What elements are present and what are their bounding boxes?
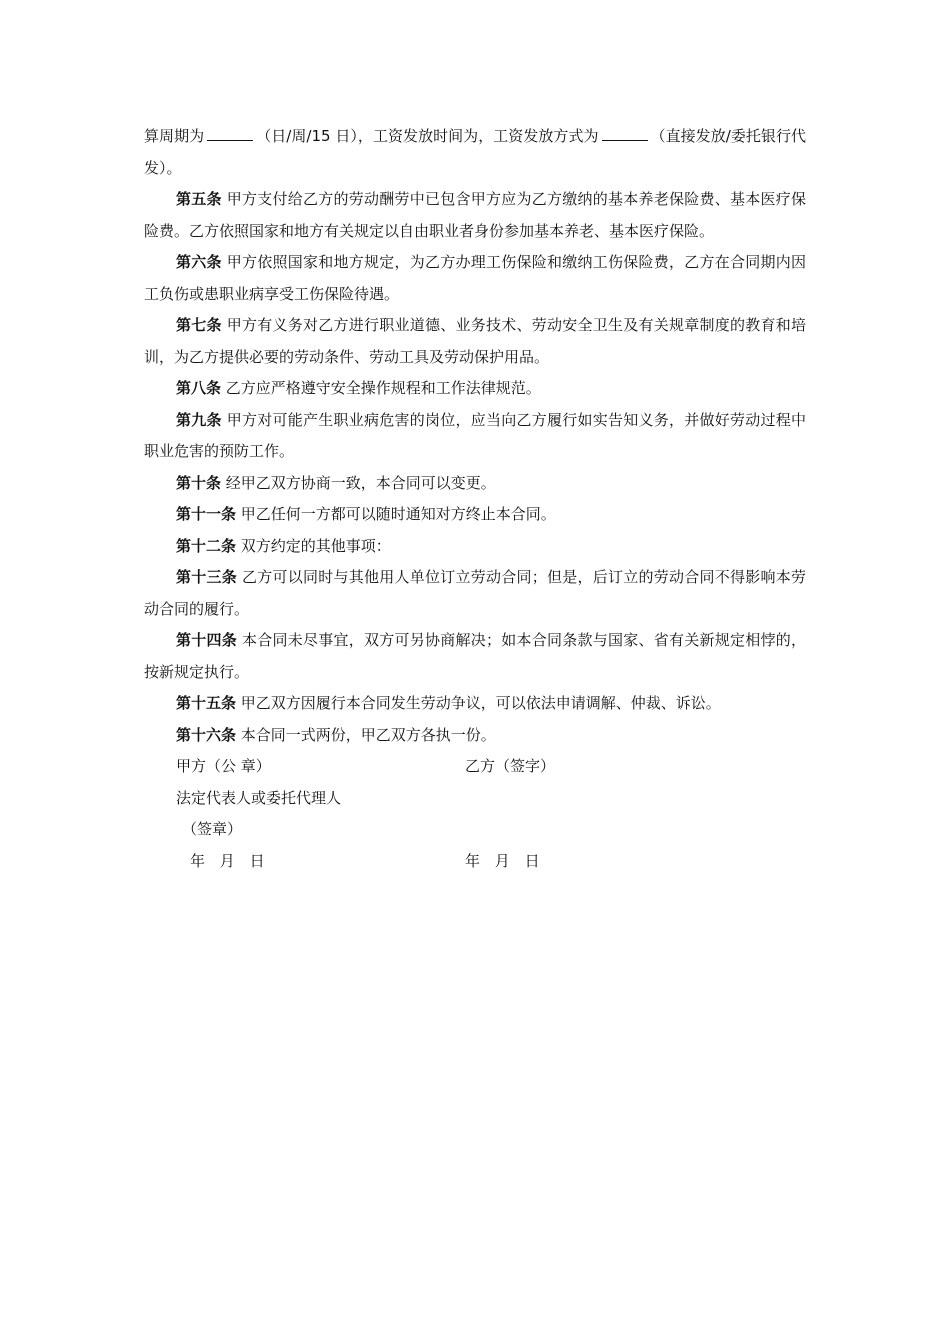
intro-part-2: （日/周/15 日），工资发放时间为，工资发放方式为 [256,127,599,145]
article-number: 第十三条 [176,568,237,586]
article-7 [144,310,806,373]
article-text: 经甲乙双方协商一致，本合同可以变更。 [225,473,496,492]
article-number: 第十条 [176,473,222,492]
date-day: 日 [249,851,265,870]
intro-part-1: 算周期为 [144,127,205,145]
article-number: 第十四条 [176,631,237,649]
article-number: 第十五条 [176,694,237,712]
article-number: 第九条 [176,410,222,429]
signature-parties-row [144,751,806,783]
article-number: 第十六条 [176,725,237,744]
date-right [465,846,550,878]
intro-paragraph [144,121,806,184]
article-11 [144,499,806,531]
article-text: 甲方支付给乙方的劳动酬劳中已包含甲方应为乙方缴纳的基本养老保险费、基本医疗保险费。乙方依照国家和地方有关规定以自由职业者身份参加基本养老、基本医疗保险。 [144,190,806,240]
date-year: 年 [465,851,481,870]
article-14 [144,625,806,688]
date-row [144,846,806,878]
article-number: 第十二条 [176,536,237,555]
article-9 [144,405,806,468]
article-text: 甲方有义务对乙方进行职业道德、业务技术、劳动安全卫生及有关规章制度的教育和培训，为乙方提供必要的劳动条件、劳动工具及劳动保护用品。 [144,316,806,366]
date-month: 月 [219,851,235,870]
party-b-sign-label: 乙方（签字） [465,757,556,775]
article-15 [144,688,806,720]
article-text: 甲方依照国家和地方规定，为乙方办理工伤保险和缴纳工伤保险费，乙方在合同期内因工负伤或患职业病享受工伤保险待遇。 [144,253,806,303]
article-number: 第六条 [176,253,222,271]
date-day: 日 [524,851,540,870]
article-text: 甲乙任何一方都可以随时通知对方终止本合同。 [240,505,556,523]
article-text: 双方约定的其他事项： [240,536,391,555]
article-16 [144,720,806,752]
article-text: 甲方对可能产生职业病危害的岗位，应当向乙方履行如实告知义务，并做好劳动过程中职业危害的预防工作。 [144,410,806,460]
article-12 [144,531,806,563]
article-5 [144,184,806,247]
date-left [190,846,275,878]
article-number: 第五条 [176,190,222,208]
article-8 [144,373,806,405]
date-month: 月 [494,851,510,870]
representative-label: 法定代表人或委托代理人 [176,788,342,807]
article-text: 本合同未尽事宜，双方可另协商解决；如本合同条款与国家、省有关新规定相悖的，按新规定执行。 [144,631,806,681]
representative-row [144,783,806,815]
intro-part-3: （直接发放/委托银行代发）。 [144,127,806,177]
article-13 [144,562,806,625]
article-number: 第八条 [176,379,222,397]
date-year: 年 [190,851,206,870]
article-10 [144,468,806,500]
article-text: 甲乙双方因履行本合同发生劳动争议，可以依法申请调解、仲裁、诉讼。 [240,694,721,712]
party-a-seal-label: 甲方（公 章） [176,757,271,775]
article-6 [144,247,806,310]
document-page [144,121,806,877]
seal-row [144,814,806,846]
pay-period-blank [207,124,253,141]
article-number: 第十一条 [176,505,237,523]
article-text: 乙方应严格遵守安全操作规程和工作法律规范。 [225,379,541,397]
article-text: 乙方可以同时与其他用人单位订立劳动合同；但是，后订立的劳动合同不得影响本劳动合同的履行。 [144,568,806,618]
seal-label: （签章） [182,820,243,838]
article-text: 本合同一式两份，甲乙双方各执一份。 [240,725,496,744]
article-number: 第七条 [176,316,222,334]
pay-method-blank [602,124,648,141]
